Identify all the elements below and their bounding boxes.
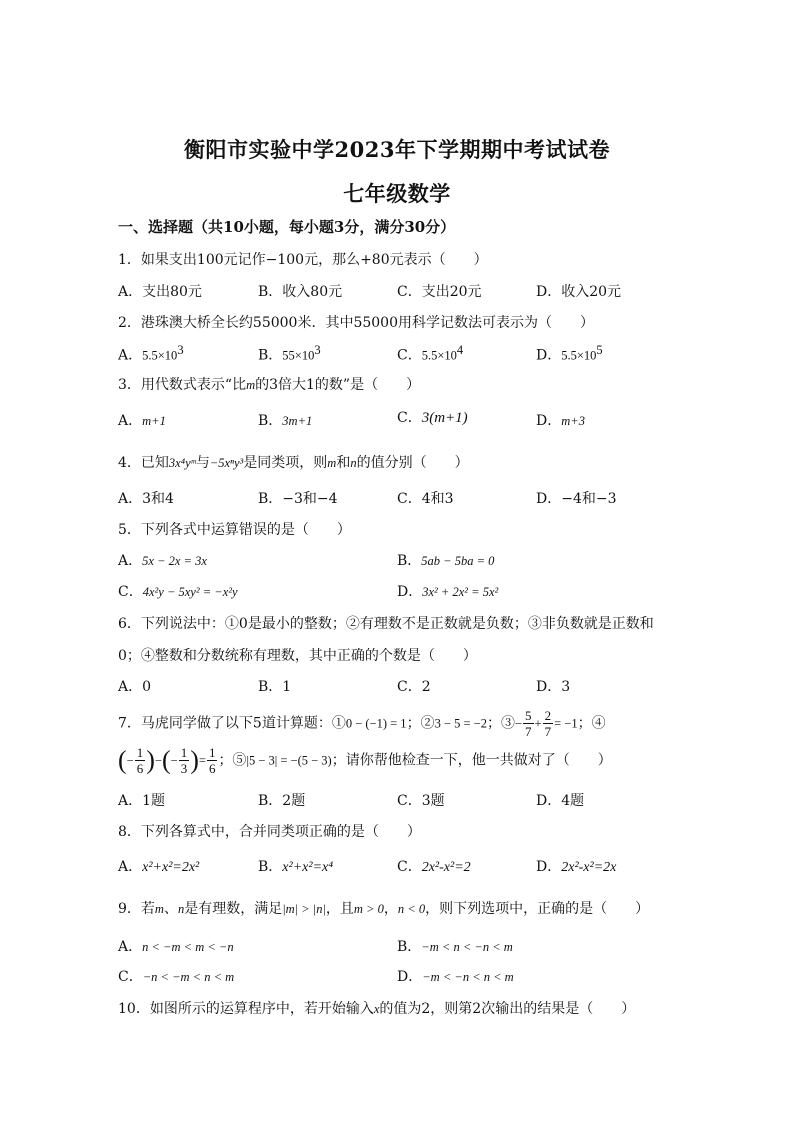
question-3-stem: 3．用代数式表示“比m的3倍大1的数”是（ ） (118, 377, 421, 393)
fraction: $\frac{1}{6}$ (208, 745, 216, 776)
q5-option-b: B．5ab − 5ba = 0 (397, 553, 495, 569)
q4-option-b: B．−3和−4 (258, 491, 338, 507)
q9-option-d: D．−m < −n < n < m (397, 969, 514, 985)
q9-option-a: A．n < −m < m < −n (118, 939, 234, 955)
q8-option-c: C．2x²-x²=2 (397, 859, 471, 875)
q3-option-d: D．m+3 (536, 413, 585, 429)
q5-option-c: C．4x²y − 5xy² = −x²y (118, 584, 238, 600)
q6-option-b: B．1 (258, 679, 292, 695)
fraction: $\frac{5}{7}$ (525, 708, 532, 739)
q1-option-a: A．支出80元 (118, 284, 202, 300)
q5-option-a: A．5x − 2x = 3x (118, 553, 207, 569)
question-1-stem: 1．如果支出100元记作−100元，那么+80元表示（ ） (118, 252, 488, 268)
q4-option-a: A．3和4 (118, 491, 174, 507)
question-2-stem: 2．港珠澳大桥全长约55000米．其中55000用科学记数法可表示为（ ） (118, 315, 594, 331)
q9-option-b: B．−m < n < −n < m (397, 939, 513, 955)
q9-option-c: C．−n < −m < n < m (118, 969, 235, 985)
question-9-stem: 9．若m、n是有理数，满足|m| > |n|，且m > 0，n < 0，则下列选项中，正确的是（ ） (118, 901, 650, 917)
question-6-line-2: 0；④整数和分数统称有理数，其中正确的个数是（ ） (118, 648, 477, 664)
q7-option-d: D．4题 (536, 793, 585, 809)
question-7-line-1: 7．马虎同学做了以下5道计算题：①0 − (−1) = 1；②3 − 5 = −2；③− $\frac{5}{7}$ + $\frac{2}{7}$ = −1；④ (118, 708, 606, 739)
section-heading: 一、选择题（共10小题，每小题3分，满分30分） (118, 218, 456, 236)
q3-option-a: A．m+1 (118, 413, 166, 429)
q4-option-d: D．−4和−3 (536, 491, 617, 507)
q3-option-c: C．3(m+1) (397, 410, 468, 426)
q5-option-d: D．3x² + 2x² = 5x² (397, 584, 499, 600)
q6-option-a: A．0 (118, 679, 152, 695)
q7-option-b: B．2题 (258, 793, 306, 809)
question-4-stem: 4．已知3x⁴yᵐ与−5xⁿy³是同类项，则m和n的值分别（ ） (118, 455, 469, 471)
exam-title: 衡阳市实验中学2023年下学期期中考试试卷 (184, 137, 610, 162)
question-7-line-2: (− $\frac{1}{6}$ )−(− $\frac{1}{3}$ )= $\frac{1}{6}$ ；⑤|5 − 3| = −(5 − 3)；请你帮他检查一下，他一共做对了（ ） (118, 745, 612, 776)
q2-option-c: C．$5.5\times 10^4$ (397, 343, 464, 364)
fraction: $\frac{2}{7}$ (544, 708, 552, 739)
q7-option-c: C．3题 (397, 793, 445, 809)
q6-option-d: D．3 (536, 679, 571, 695)
q1-option-c: C．支出20元 (397, 284, 482, 300)
q8-option-a: A．x²+x²=2x² (118, 859, 200, 875)
q2-option-d: D．$5.5\times 10^5$ (536, 343, 603, 364)
question-8-stem: 8．下列各算式中，合并同类项正确的是（ ） (118, 824, 421, 840)
q2-option-a: A．$5.5\times 10^3$ (118, 343, 184, 364)
q4-option-c: C．4和3 (397, 491, 454, 507)
fraction: $\frac{1}{3}$ (180, 745, 188, 776)
q8-option-d: D．2x²-x²=2x (536, 859, 617, 875)
q2-option-b: B．$55\times 10^3$ (258, 343, 321, 364)
q7-option-a: A．1题 (118, 793, 166, 809)
q1-option-d: D．收入20元 (536, 284, 622, 300)
question-5-stem: 5．下列各式中运算错误的是（ ） (118, 522, 351, 538)
q6-option-c: C．2 (397, 679, 431, 695)
question-6-line-1: 6．下列说法中：①0是最小的整数；②有理数不是正数就是负数；③非负数就是正数和 (118, 616, 654, 632)
question-10-stem: 10．如图所示的运算程序中，若开始输入x的值为2，则第2次输出的结果是（ ） (118, 1001, 636, 1017)
exam-subtitle: 七年级数学 (343, 181, 451, 206)
q3-option-b: B．3m+1 (258, 413, 313, 429)
q1-option-b: B．收入80元 (258, 284, 343, 300)
q8-option-b: B．x²+x²=x⁴ (258, 859, 334, 875)
fraction: $\frac{1}{6}$ (136, 745, 144, 776)
